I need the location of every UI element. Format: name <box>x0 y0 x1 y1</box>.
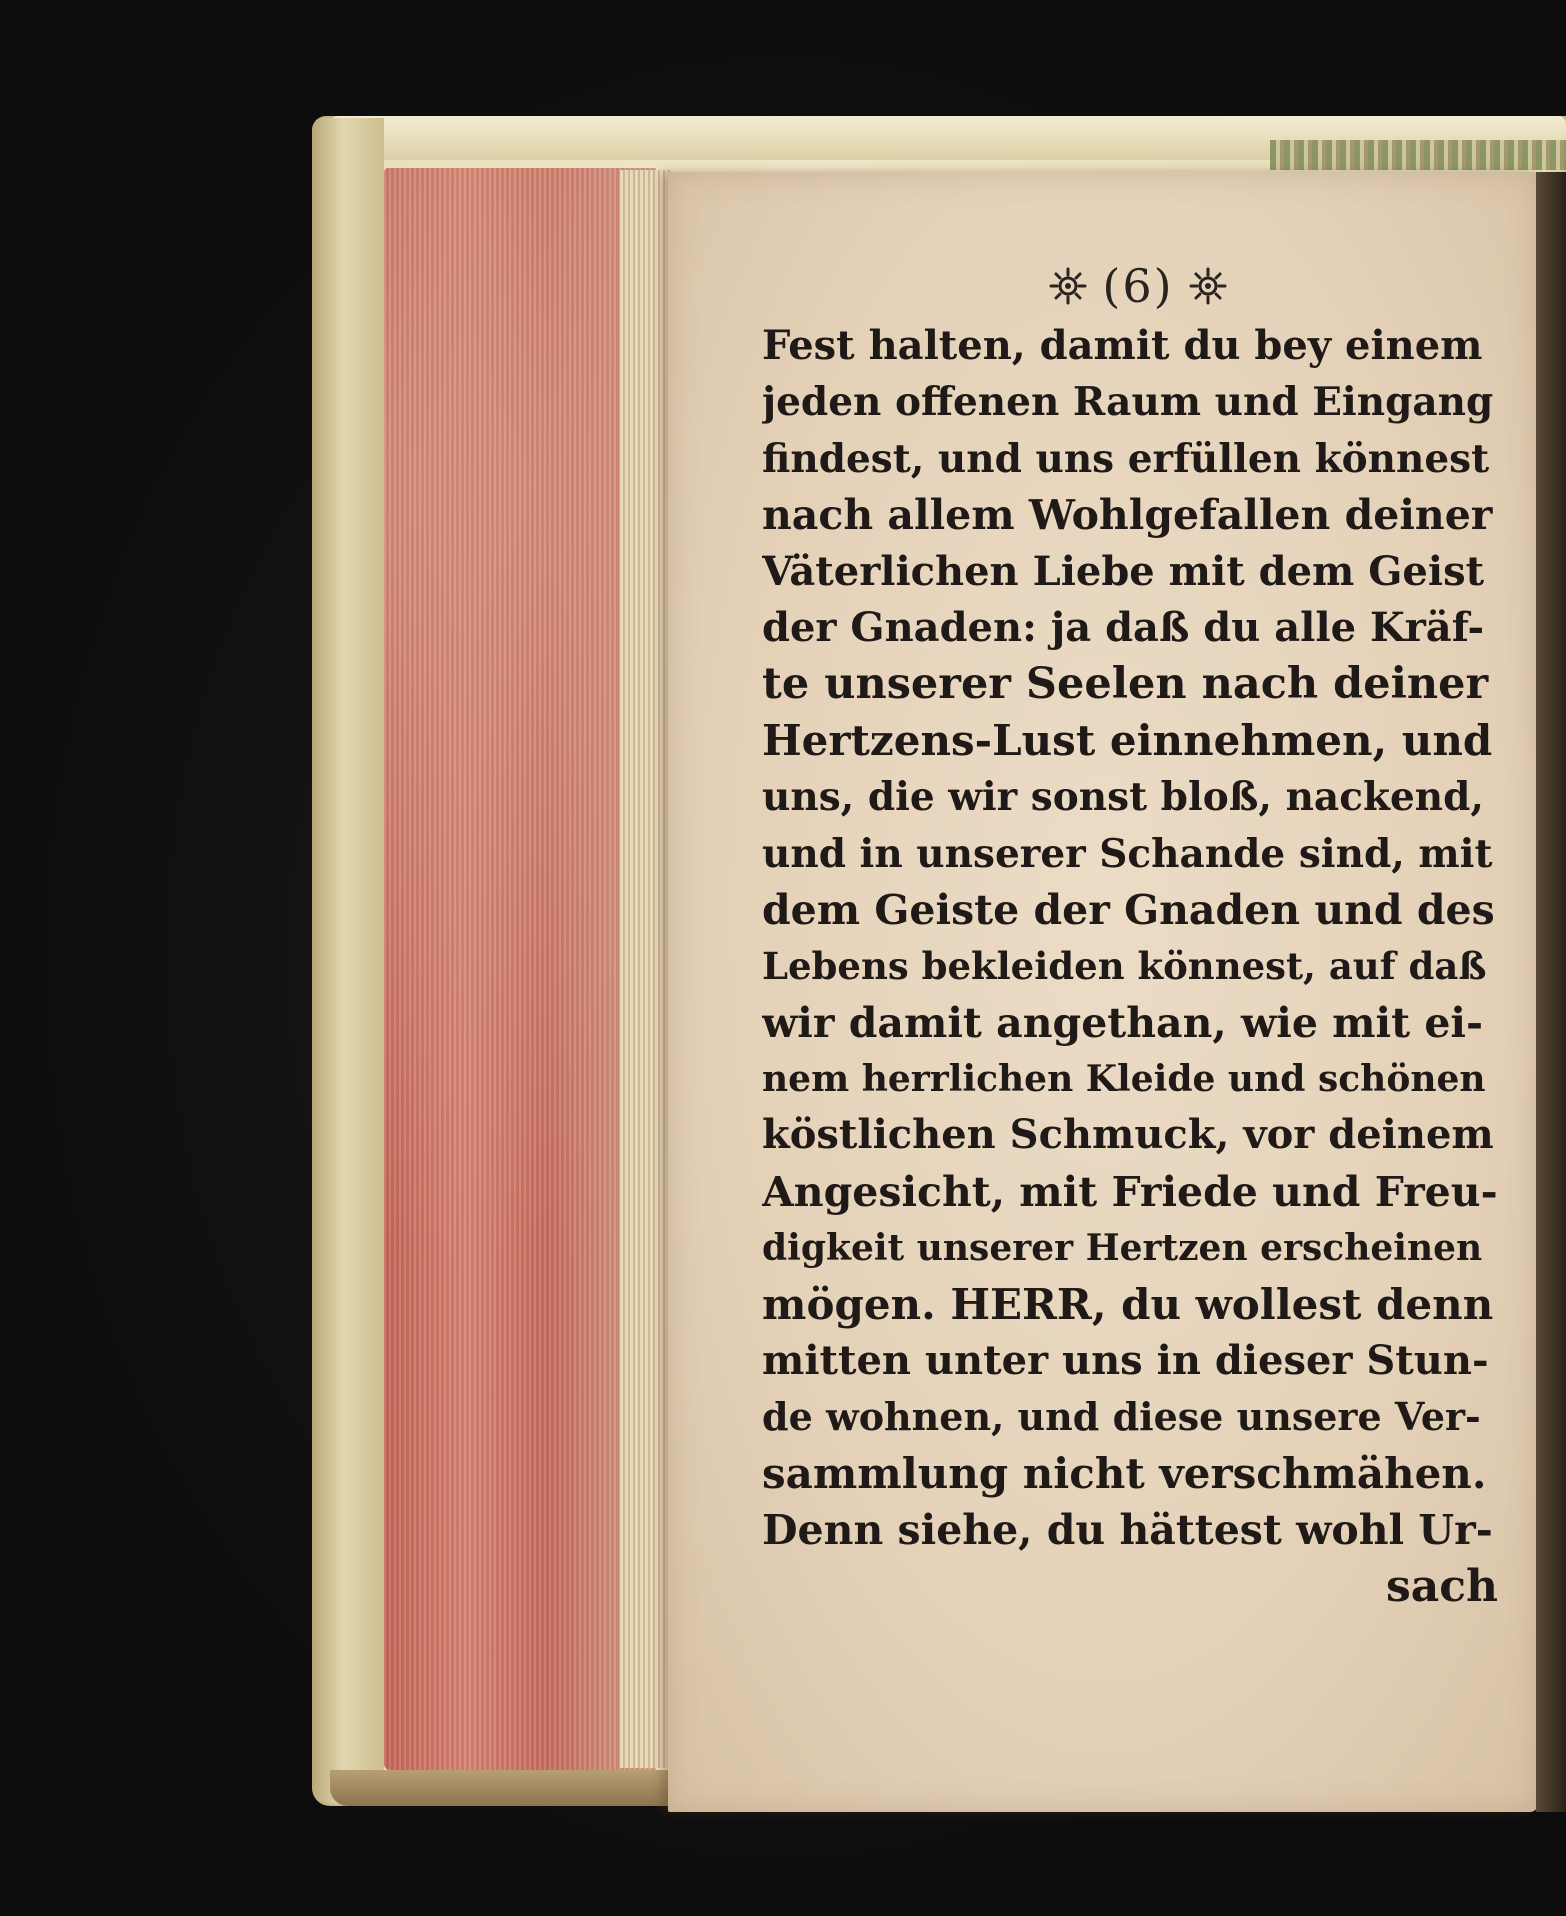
text-line: te unserer Seelen nach deiner <box>762 659 1489 710</box>
text-line: mögen. HERR, du wollest denn <box>762 1279 1494 1329</box>
text-line: Fest halten, damit du bey einem <box>762 322 1483 369</box>
page-stack-edge <box>620 170 670 1768</box>
book-headband <box>1270 140 1566 170</box>
text-line: der Gnaden: ja daß du alle Kräf- <box>762 603 1485 651</box>
text-line: digkeit unserer Hertzen erscheinen <box>762 1227 1483 1270</box>
text-line: Lebens bekleiden könnest, auf daß <box>762 944 1487 989</box>
text-line: uns, die wir sonst bloß, nackend, <box>762 774 1484 821</box>
page-header <box>1018 256 1258 316</box>
text-line: mitten unter uns in dieser Stun- <box>762 1337 1489 1385</box>
text-line: wir damit angethan, wie mit ei- <box>762 998 1484 1047</box>
text-line: Denn siehe, du hättest wohl Ur- <box>762 1506 1493 1555</box>
text-line: Angesicht, mit Friede und Freu- <box>762 1167 1498 1216</box>
text-line: jeden offenen Raum und Eingang <box>762 379 1494 426</box>
text-line: Hertzens-Lust einnehmen, und <box>762 715 1493 765</box>
text-line: köstlichen Schmuck, vor deinem <box>762 1111 1494 1159</box>
red-sprinkled-page-edges <box>384 168 656 1770</box>
text-line: de wohnen, und diese unsere Ver- <box>762 1394 1481 1440</box>
text-line: nach allem Wohlgefallen deiner <box>762 491 1493 540</box>
flower-ornament-icon <box>1188 266 1228 306</box>
book-gutter <box>1536 172 1566 1812</box>
text-line: findest, und uns erfüllen könnest <box>762 435 1490 482</box>
body-text <box>762 318 1498 1615</box>
text-line: dem Geiste der Gnaden und des <box>762 885 1495 934</box>
text-line: sammlung nicht verschmähen. <box>762 1448 1487 1498</box>
page-number: (6) <box>1102 259 1174 313</box>
text-line: und in unserer Schande sind, mit <box>762 830 1493 877</box>
catchword-line <box>762 1559 1498 1615</box>
text-line: Väterlichen Liebe mit dem Geist <box>762 547 1485 595</box>
flower-ornament-icon <box>1048 266 1088 306</box>
book-cover-edge <box>312 118 384 1804</box>
catchword: sach <box>1385 1560 1498 1612</box>
text-line: nem herrlichen Kleide und schönen <box>762 1058 1486 1101</box>
